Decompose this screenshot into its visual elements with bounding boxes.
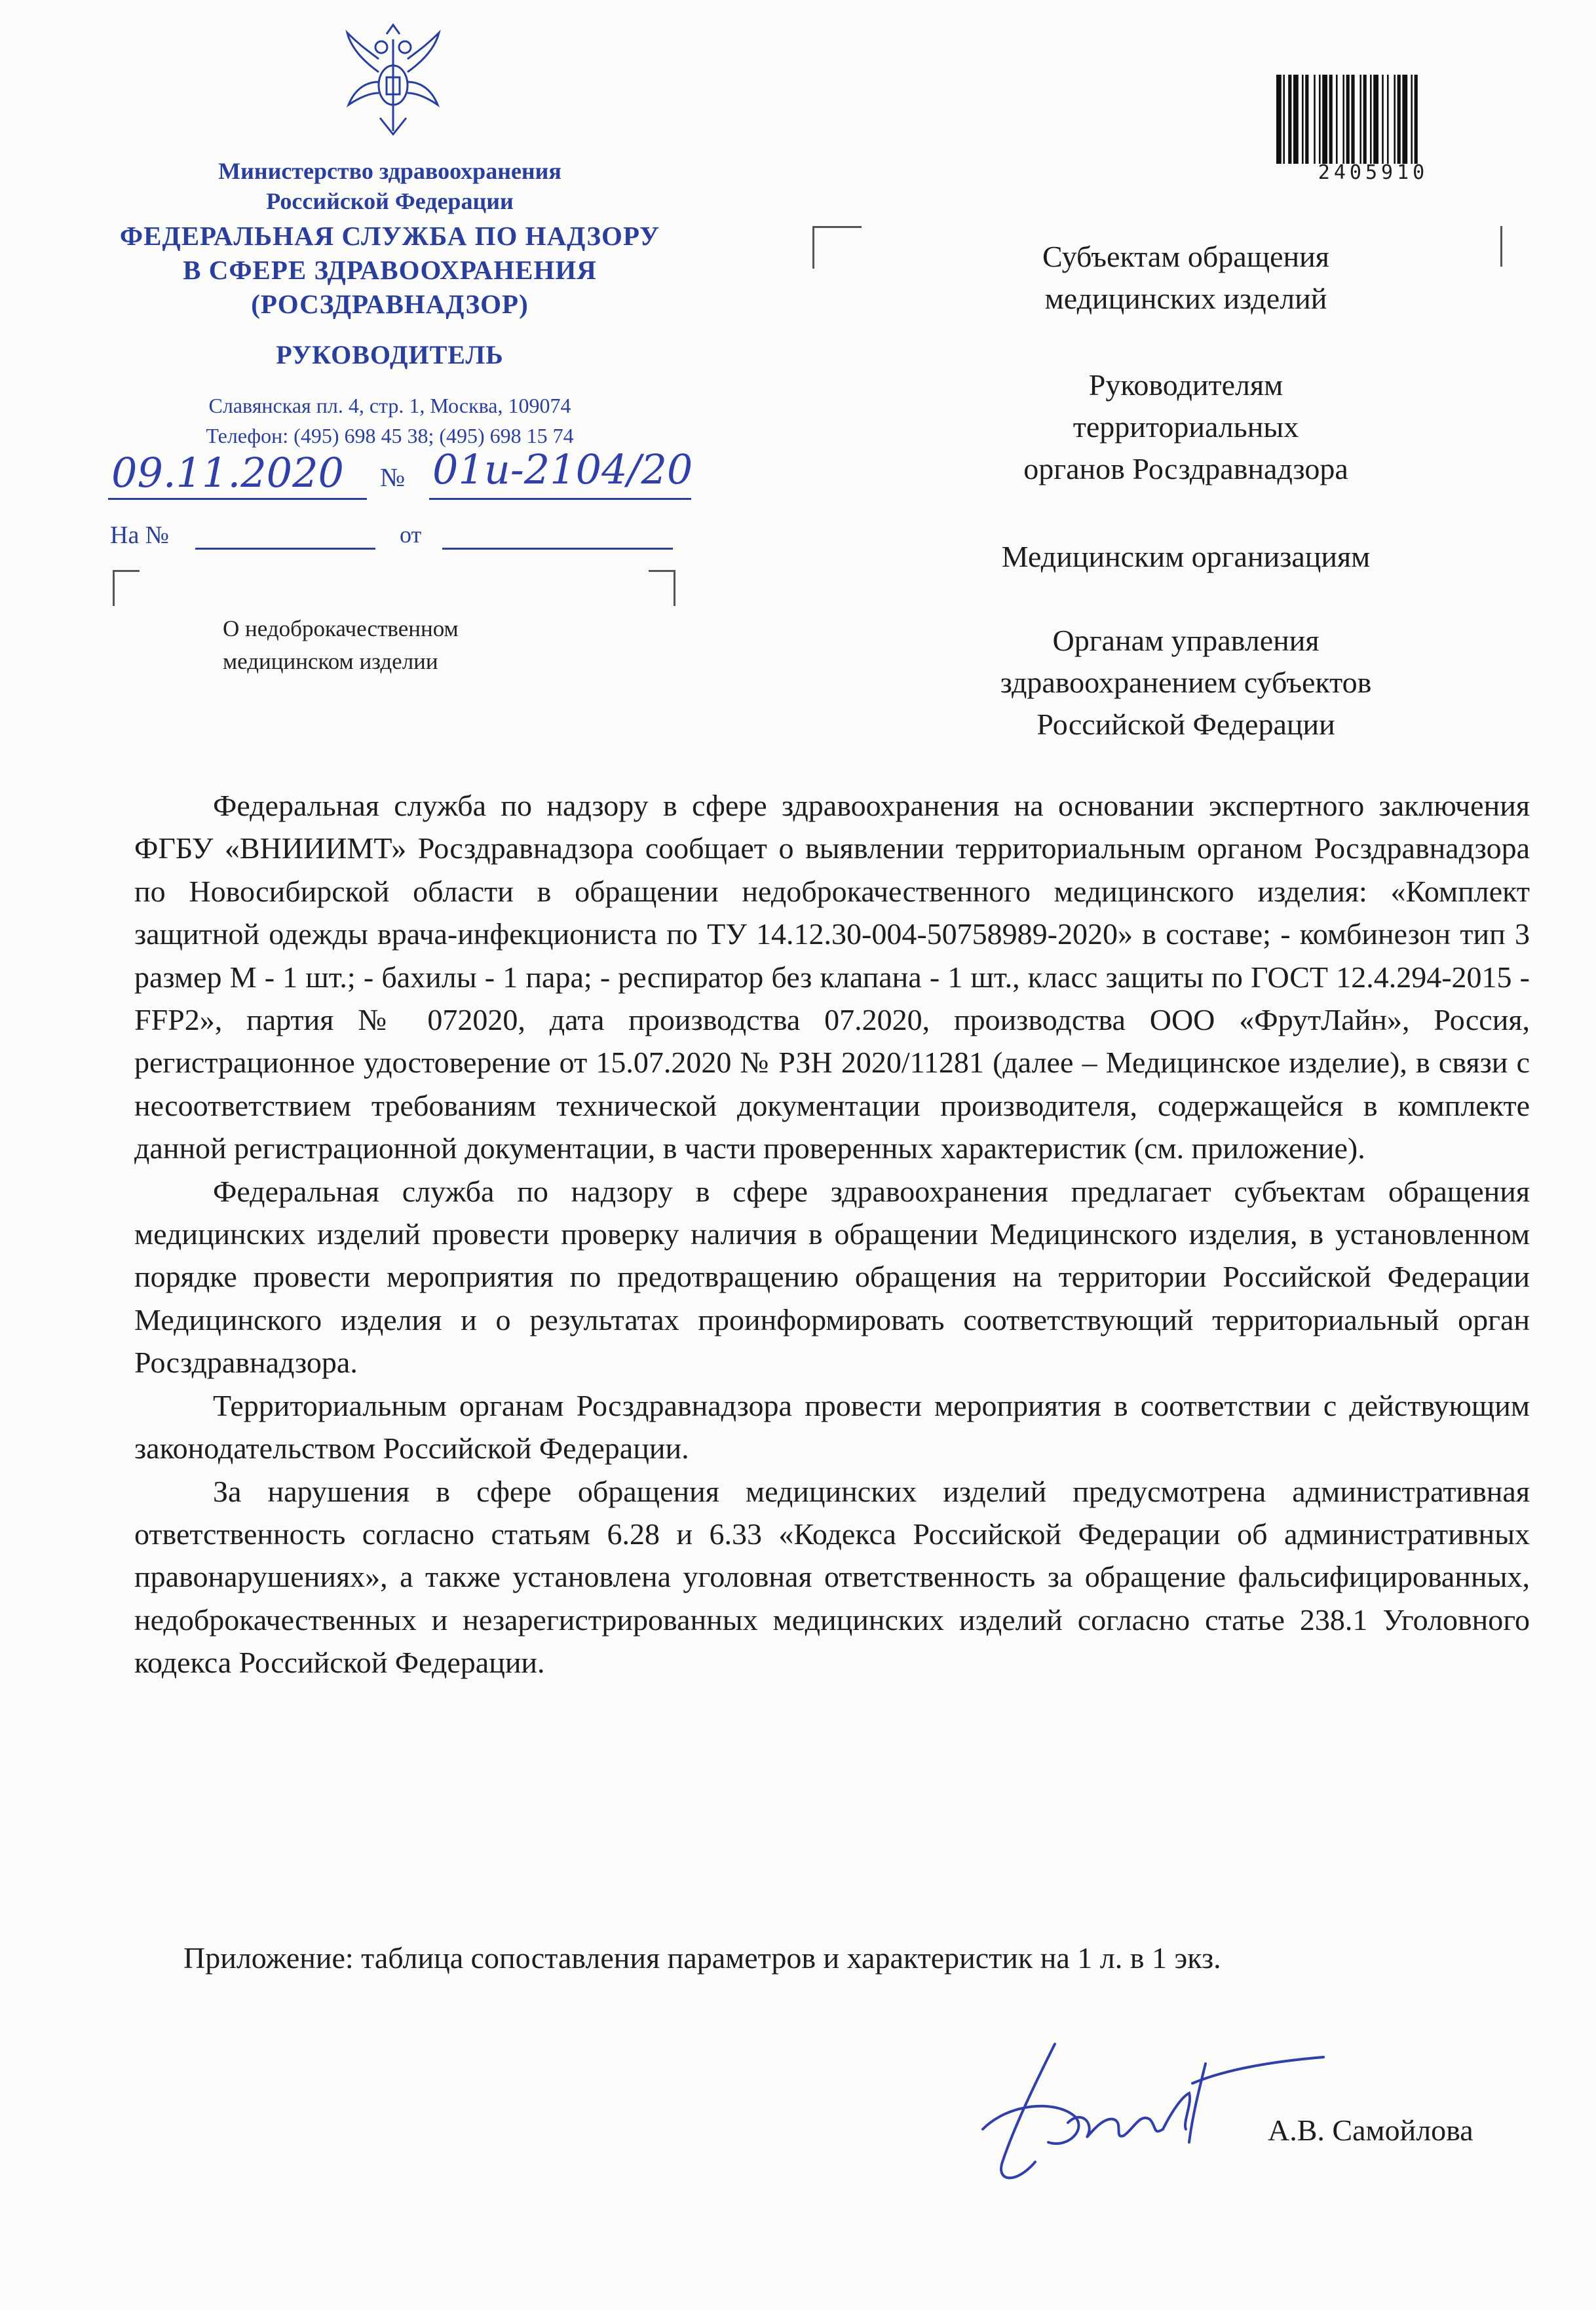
- ministry-line: Министерство здравоохранения: [218, 158, 561, 184]
- reference-number-line: [195, 548, 375, 550]
- barcode-bar: [1382, 75, 1384, 164]
- barcode-bar: [1293, 75, 1299, 164]
- ministry-name: [164, 156, 616, 216]
- body-paragraph: За нарушения в сфере обращения медицинских изделий предусмотрена административная ответственность согласно статьям 6.28 и 6.33 «Кодекса Российской Федерации об административных правонарушениях», а также установлена уголовная ответственность за обращение фальсифицированных, недоброкачественных и незарегистрированных медицинских изделий согласно статье 238.1 Уголовного кодекса Российской Федерации.: [134, 1474, 1530, 1680]
- body-paragraph: Федеральная служба по надзору в сфере здравоохранения на основании экспертного заключения ФГБУ «ВНИИИМТ» Росздравнадзора сообщает о выявлении территориальным органом Росздравнадзора по Новосибирской области в обращении недоброкачественного медицинского изделия: «Комплект защитной одежды врача-инфекциониста по ТУ 14.12.30-004-50758989-2020» в составе; - комбинезон тип 3 размер М - 1 шт.; - бахилы - 1 пара; - респиратор без клапана - 1 шт., класс защиты по ГОСТ 12.4.294-2015 - FFP2», партия № 072020, дата производства 07.2020, производства ООО «ФрутЛайн», Россия, регистрационное удостоверение от 15.07.2020 № РЗН 2020/11281 (далее – Медицинское изделие), в связи с несоответствием требованиям технической документации производителя, содержащейся в комплекте данной регистрационной документации, в части проверенных характеристик (см. приложение).: [134, 789, 1530, 1165]
- phone: Телефон: (495) 698 45 38; (495) 698 15 74: [206, 424, 574, 447]
- service-line: В СФЕРЕ ЗДРАВООХРАНЕНИЯ: [183, 255, 597, 285]
- handwritten-outgoing-number: 01и-2104/20: [432, 445, 693, 493]
- address-block: [98, 390, 681, 451]
- barcode-bar: [1283, 75, 1285, 164]
- letter-subject: [223, 613, 550, 678]
- body-paragraph: Территориальным органам Росздравнадзора провести мероприятия в соответствии с действующим законодательством Российской Федерации.: [134, 1388, 1530, 1466]
- recipient-line: органов Росздравнадзора: [1023, 452, 1348, 485]
- barcode-bar: [1359, 75, 1361, 164]
- signer-name: А.В. Самойлова: [1268, 2113, 1473, 2147]
- recipient-line: Руководителям: [1088, 368, 1283, 402]
- handwritten-date: 09.11.2020: [111, 449, 344, 497]
- address-corner-right: [1494, 226, 1502, 267]
- date-underline: [108, 498, 367, 500]
- recipient-line: территориальных: [1073, 410, 1299, 444]
- barcode: [1275, 75, 1472, 164]
- subject-line: О недоброкачественном: [223, 616, 459, 641]
- recipient-line: здравоохранением субъектов: [1000, 666, 1372, 699]
- barcode-bar: [1363, 75, 1367, 164]
- barcode-bar: [1329, 75, 1333, 164]
- barcode-bar: [1346, 75, 1350, 164]
- barcode-bar: [1370, 75, 1372, 164]
- recipient-line: Медицинским организациям: [1001, 540, 1371, 573]
- recipient-line: Субъектам обращения: [1042, 240, 1329, 273]
- recipient-line: Органам управления: [1052, 624, 1320, 657]
- recipient-line: Российской Федерации: [1036, 708, 1335, 741]
- appendix-note: Приложение: таблица сопоставления параметров и характеристик на 1 л. в 1 экз.: [183, 1941, 1221, 1975]
- barcode-bar: [1411, 75, 1413, 164]
- barcode-bar: [1276, 75, 1282, 164]
- recipient-line: медицинских изделий: [1044, 282, 1327, 315]
- reference-label: На №: [110, 521, 170, 549]
- head-title: РУКОВОДИТЕЛЬ: [276, 340, 504, 369]
- recipient-block: [884, 236, 1487, 320]
- barcode-bar: [1319, 75, 1321, 164]
- recipient-block: [884, 364, 1487, 490]
- barcode-bar: [1342, 75, 1344, 164]
- barcode-bar: [1387, 75, 1389, 164]
- barcode-bar: [1402, 75, 1407, 164]
- subject-corner-left: [113, 570, 140, 606]
- barcode-bar: [1314, 75, 1316, 164]
- barcode-bar: [1394, 75, 1396, 164]
- address: Славянская пл. 4, стр. 1, Москва, 109074: [208, 394, 571, 417]
- barcode-bar: [1397, 75, 1401, 164]
- service-line: ФЕДЕРАЛЬНАЯ СЛУЖБА ПО НАДЗОРУ: [119, 221, 660, 251]
- recipient-block: [884, 620, 1487, 746]
- barcode-bar: [1351, 75, 1354, 164]
- coat-of-arms-emblem: [341, 20, 446, 144]
- barcode-bar: [1415, 75, 1418, 164]
- barcode-bar: [1302, 75, 1304, 164]
- body-paragraph: Федеральная служба по надзору в сфере здравоохранения предлагает субъектам обращения медицинских изделий провести проверку наличия в обращении Медицинского изделия, в установленном порядке провести мероприятия по предотвращению обращения на территории Российской Федерации Медицинского изделия и о результатах проинформировать соответствующий территориальный орган Росздравнадзора.: [134, 1174, 1530, 1380]
- letter-body: [134, 784, 1530, 1684]
- barcode-bar: [1322, 75, 1327, 164]
- barcode-bar: [1288, 75, 1291, 164]
- service-line: (РОСЗДРАВНАДЗОР): [251, 289, 529, 319]
- number-sign: №: [380, 463, 406, 492]
- barcode-bar: [1305, 75, 1308, 164]
- reference-from-label: от: [400, 521, 422, 548]
- barcode-number: 2405910: [1318, 161, 1429, 184]
- ministry-line: Российской Федерации: [266, 188, 514, 214]
- barcode-bar: [1336, 75, 1338, 164]
- service-name: [98, 219, 681, 321]
- number-underline: [429, 498, 691, 500]
- reference-date-line: [442, 548, 673, 550]
- subject-corner-right: [649, 570, 675, 606]
- subject-line: медицинском изделии: [223, 649, 438, 674]
- address-corner-left: [812, 226, 862, 269]
- recipient-block: [884, 536, 1487, 578]
- barcode-bar: [1373, 75, 1378, 164]
